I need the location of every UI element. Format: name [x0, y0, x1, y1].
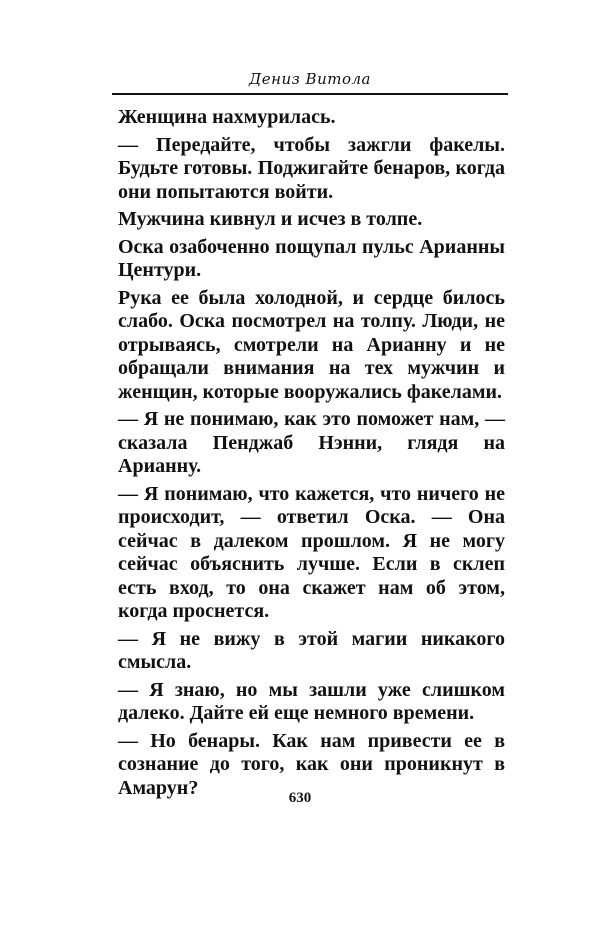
paragraph: — Но бенары. Как нам привести ее в сознание до того, как они проникнут в Амарун? [118, 729, 505, 799]
paragraph: Женщина нахмурилась. [118, 106, 336, 128]
paragraph: — Я понимаю, что кажется, что ничего не происходит, — ответил Оска. — Она сейчас в далеком прошлом. Я не могу сейчас объяснить лучше. Если в склеп есть вход, то она скажет нам об этом, когда проснется. [118, 482, 505, 622]
page-number: 630 [288, 790, 312, 806]
paragraph: Рука ее была холодной, и сердце билось слабо. Оска посмотрел на толпу. Люди, не отрываясь, смотрели на Арианну и не обращали внимания на тех мужчин и женщин, которые вооружались факелами. [118, 286, 505, 403]
paragraph: — Я не вижу в этой магии никакого смысла. [118, 627, 505, 673]
body-text [118, 106, 505, 804]
paragraph: — Передайте, чтобы зажгли факелы. Будьте готовы. Поджигайте бенаров, когда они попытаются войти. [118, 133, 505, 203]
paragraph: — Я не понимаю, как это поможет нам, — сказала Пенджаб Нэнни, глядя на Арианну. [118, 408, 505, 477]
paragraph: — Я знаю, но мы зашли уже слишком далеко. Дайте ей еще немного времени. [118, 678, 505, 724]
running-head-author: Дениз Витола [249, 70, 371, 88]
paragraph: Мужчина кивнул и исчез в толпе. [118, 208, 423, 230]
header-rule [112, 93, 508, 95]
paragraph: Оска озабоченно пощупал пульс Арианны Центури. [118, 235, 505, 281]
